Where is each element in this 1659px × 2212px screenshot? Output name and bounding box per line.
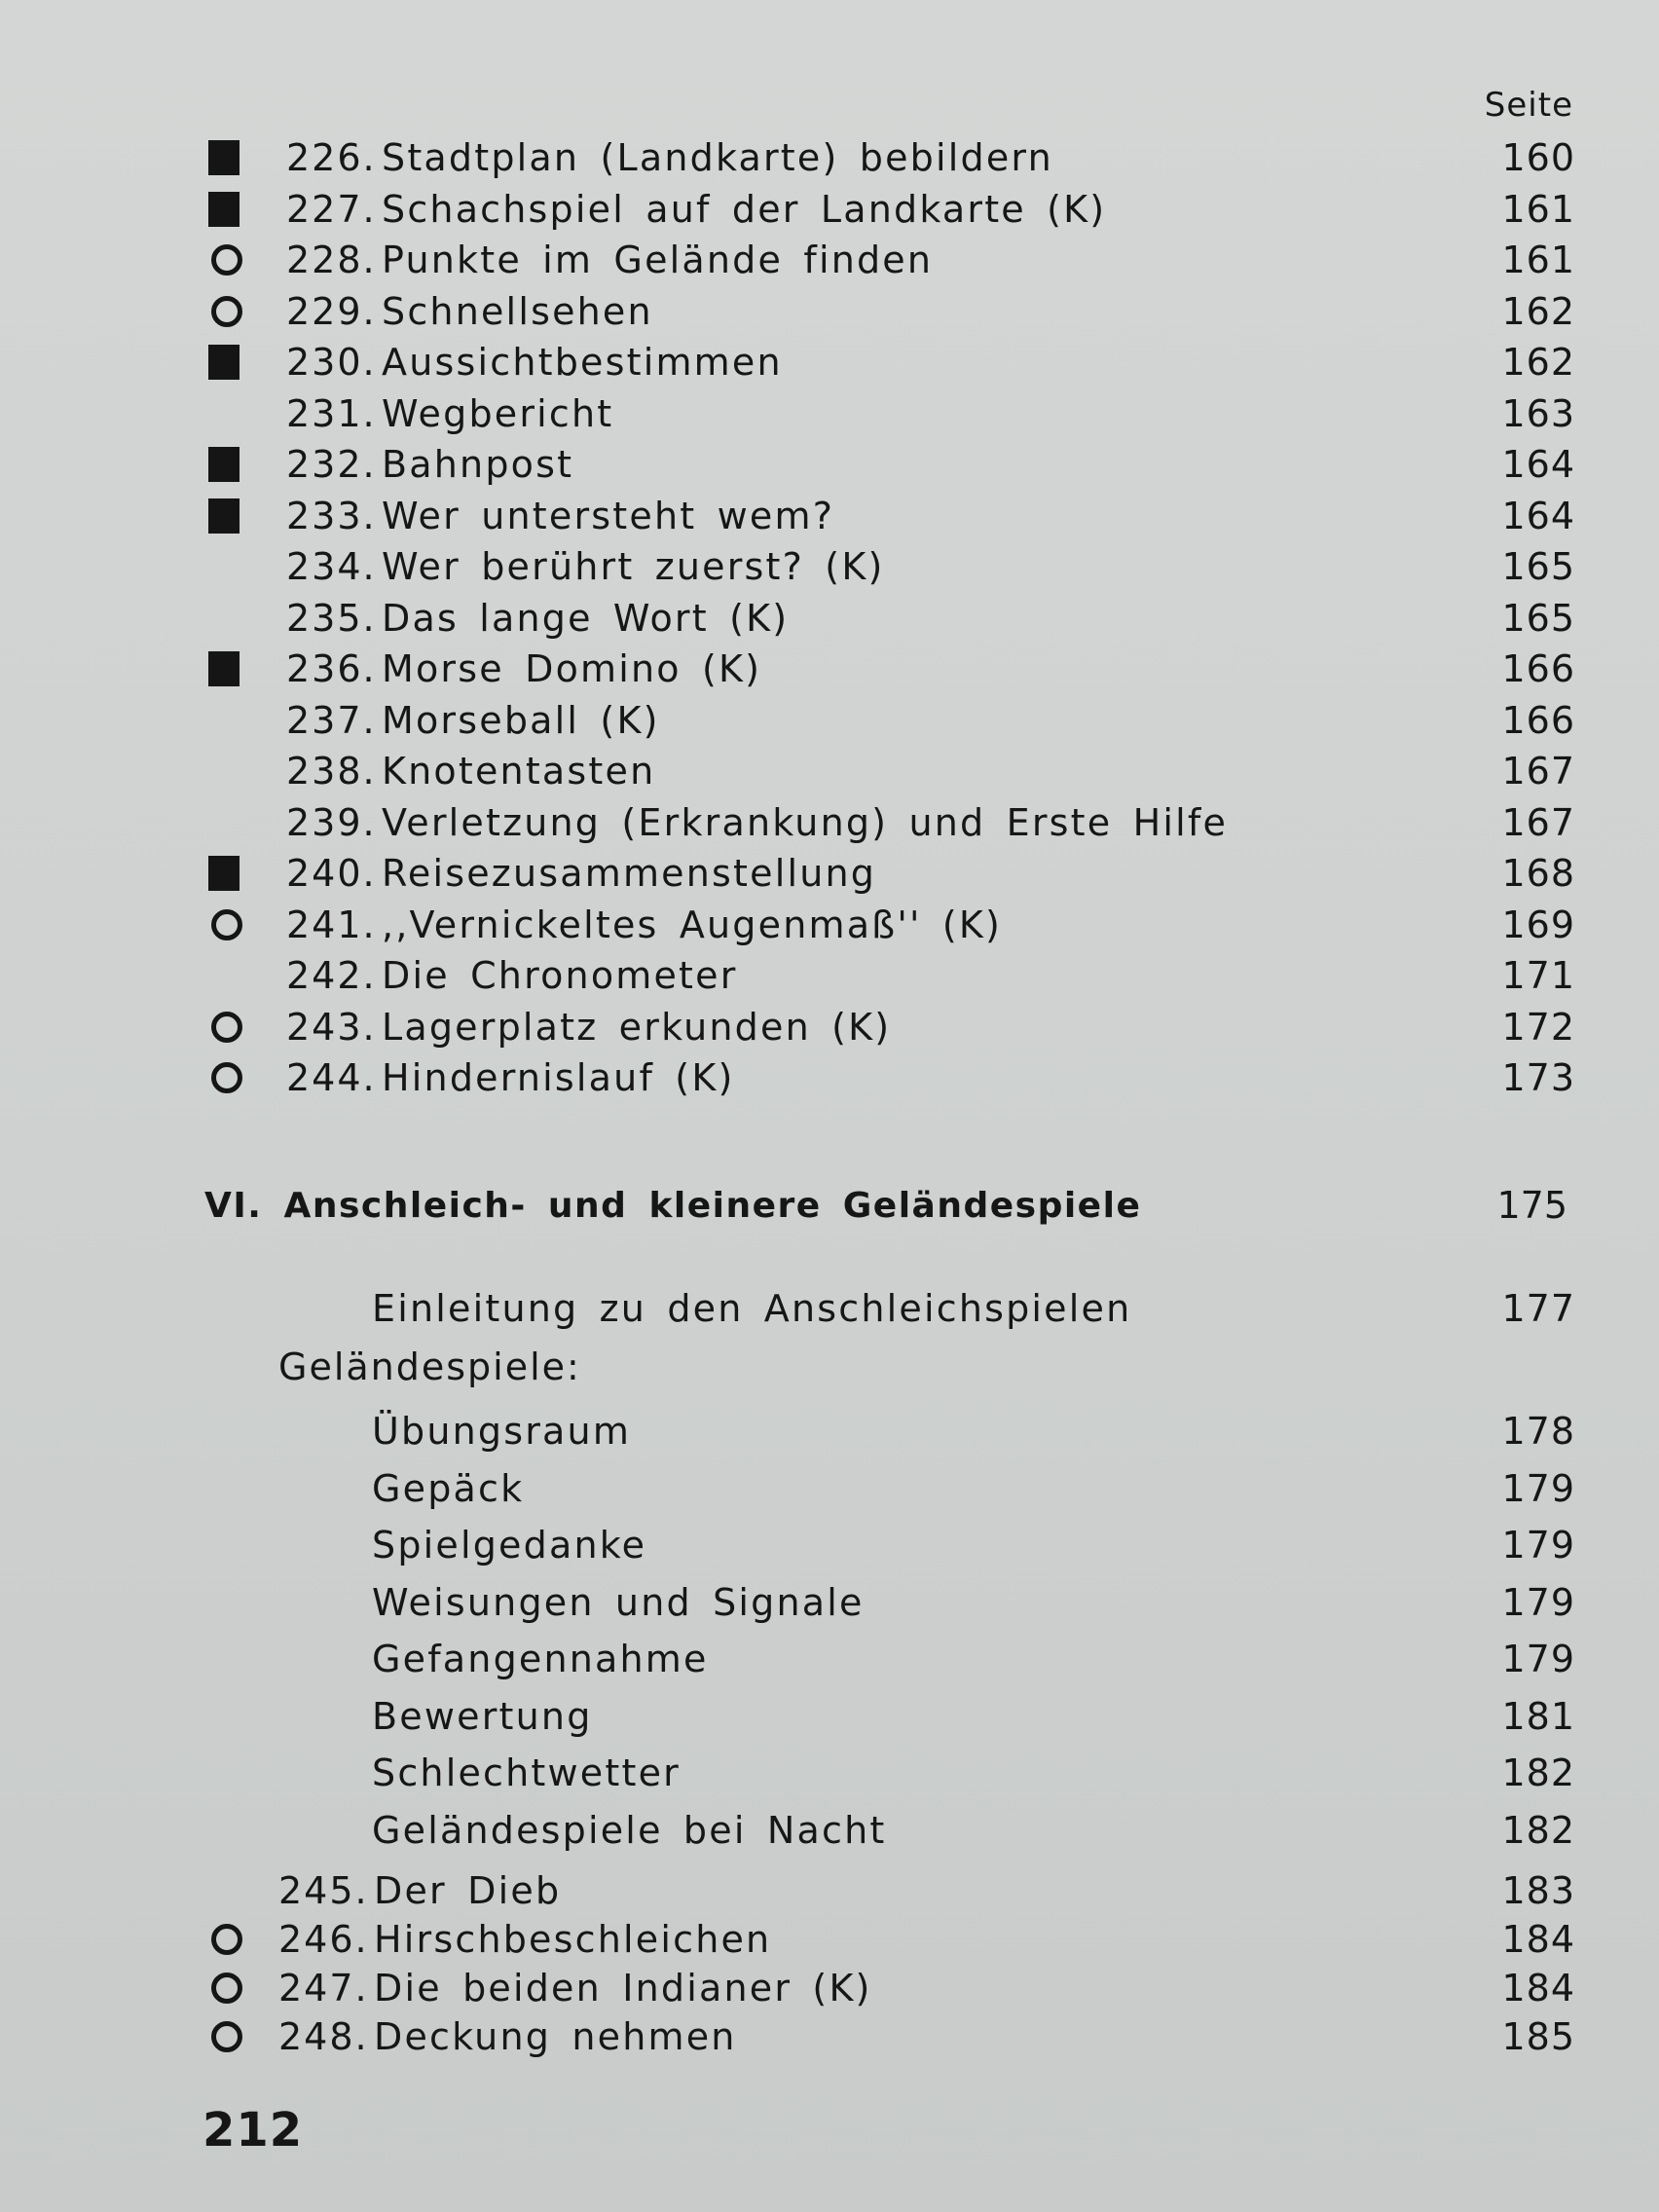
filled-square-marker-icon [208, 651, 240, 686]
toc-page-number: 171 [1501, 954, 1575, 997]
toc-page-number: 167 [1501, 800, 1575, 844]
toc-row [0, 593, 1659, 644]
toc-row [0, 1748, 1659, 1798]
toc-row [0, 746, 1659, 796]
circle-marker-icon [211, 1924, 242, 1955]
toc-row [0, 1002, 1659, 1052]
toc-entry-number: 244. [286, 1056, 377, 1099]
toc-page-number: 161 [1501, 187, 1575, 231]
toc-page-number: 182 [1501, 1751, 1575, 1794]
toc-entry-number: 233. [286, 494, 377, 537]
toc-row [0, 1805, 1659, 1856]
toc-page-number: 169 [1501, 903, 1575, 946]
toc-row [0, 848, 1659, 899]
toc-entry-number: 237. [286, 698, 377, 742]
toc-entry-number: 235. [286, 596, 377, 640]
toc-row [0, 1914, 1659, 1965]
toc-entry-number: 236. [286, 647, 377, 690]
toc-page-number: 178 [1501, 1410, 1575, 1453]
circle-marker-icon [211, 244, 242, 276]
circle-marker-icon [211, 296, 242, 327]
toc-row [0, 439, 1659, 490]
toc-row [0, 644, 1659, 694]
section-page-number: 175 [1496, 1184, 1567, 1227]
toc-row [0, 695, 1659, 746]
toc-page-number: 166 [1501, 698, 1575, 742]
toc-row [0, 337, 1659, 387]
circle-marker-icon [211, 1062, 242, 1093]
toc-row [0, 491, 1659, 541]
toc-title: Hirschbeschleichen [374, 1918, 772, 1961]
toc-page-number: 161 [1501, 239, 1575, 281]
toc-entry-number: 243. [286, 1005, 377, 1049]
toc-entry-number: 247. [278, 1967, 369, 2009]
toc-entry-number: 228. [286, 239, 377, 281]
toc-page-number: 160 [1501, 136, 1575, 179]
toc-entry-number: 240. [286, 852, 377, 895]
toc-title: Punkte im Gelände finden [382, 239, 934, 281]
filled-square-marker-icon [208, 856, 240, 891]
toc-row [0, 1463, 1659, 1514]
toc-entry-number: 229. [286, 289, 377, 333]
toc-row [0, 1577, 1659, 1628]
toc-entry-number: 238. [286, 750, 377, 793]
toc-title: Knotentasten [382, 750, 656, 793]
toc-row [0, 235, 1659, 285]
toc-title: Verletzung (Erkrankung) und Erste Hilfe [382, 800, 1229, 844]
toc-row [0, 132, 1659, 183]
toc-entry-number: 239. [286, 800, 377, 844]
toc-entry-number: 232. [286, 443, 377, 486]
toc-title: Gefangennahme [372, 1638, 709, 1680]
toc-title: Hindernislauf (K) [382, 1056, 735, 1099]
toc-title: Bahnpost [382, 443, 574, 486]
toc-title: Das lange Wort (K) [382, 596, 790, 640]
toc-entry-number: 234. [286, 545, 377, 588]
toc-row [0, 184, 1659, 235]
toc-page-number: 183 [1501, 1869, 1575, 1912]
filled-square-marker-icon [208, 447, 240, 482]
toc-page-number: 185 [1501, 2015, 1575, 2058]
toc-entry-number: 230. [286, 341, 377, 384]
toc-page-number: 172 [1501, 1005, 1575, 1049]
toc-title: Aussichtbestimmen [382, 341, 783, 384]
toc-page-number: 162 [1501, 341, 1575, 384]
circle-marker-icon [211, 2021, 242, 2052]
toc-title: Reisezusammenstellung [382, 852, 877, 895]
toc-entry-number: 227. [286, 187, 377, 231]
toc-page-number: 184 [1501, 1967, 1575, 2009]
toc-page-number: 179 [1501, 1580, 1575, 1624]
toc-title: Der Dieb [374, 1869, 562, 1912]
toc-title: Wer berührt zuerst? (K) [382, 545, 885, 588]
toc-row [0, 1406, 1659, 1456]
toc-page-number: 184 [1501, 1918, 1575, 1961]
circle-marker-icon [211, 1012, 242, 1043]
toc-page-number: 166 [1501, 647, 1575, 690]
toc-row [0, 1865, 1659, 1916]
toc-row [0, 1634, 1659, 1684]
toc-row [0, 900, 1659, 950]
toc-entry-number: 248. [278, 2015, 369, 2058]
toc-row [0, 797, 1659, 848]
toc-title: Stadtplan (Landkarte) bebildern [382, 136, 1053, 179]
toc-title: Die Chronometer [382, 954, 738, 997]
filled-square-marker-icon [208, 498, 240, 534]
toc-row [0, 1520, 1659, 1570]
section-heading: VI. Anschleich- und kleinere Geländespiele [204, 1186, 1142, 1226]
toc-page-number: 165 [1501, 596, 1575, 640]
toc-row [0, 1963, 1659, 2013]
toc-page-number: 179 [1501, 1466, 1575, 1510]
toc-title: Schachspiel auf der Landkarte (K) [382, 187, 1107, 231]
filled-square-marker-icon [208, 192, 240, 227]
toc-entry-number: 241. [286, 903, 377, 946]
toc-title: Wer untersteht wem? [382, 494, 835, 537]
seite-column-label: Seite [1484, 86, 1573, 125]
toc-page-number: 173 [1501, 1056, 1575, 1099]
toc-row [0, 950, 1659, 1001]
filled-square-marker-icon [208, 345, 240, 380]
toc-title: ,,Vernickeltes Augenmaß'' (K) [382, 903, 1003, 946]
toc-page-number: 168 [1501, 852, 1575, 895]
toc-entry-number: 231. [286, 391, 377, 435]
toc-title: Die beiden Indianer (K) [374, 1967, 872, 2009]
toc-title: Gepäck [372, 1466, 525, 1510]
toc-page-number: 163 [1501, 391, 1575, 435]
toc-page-number: 179 [1501, 1638, 1575, 1680]
toc-title: Weisungen und Signale [372, 1580, 865, 1624]
toc-row [0, 2011, 1659, 2062]
toc-page-number: 177 [1501, 1287, 1575, 1330]
toc-title: Schlechtwetter [372, 1751, 681, 1794]
toc-row [0, 1691, 1659, 1742]
toc-title: Spielgedanke [372, 1524, 647, 1567]
footer-page-number: 212 [203, 2103, 304, 2157]
toc-title: Einleitung zu den Anschleichspielen [372, 1287, 1132, 1330]
toc-row [0, 1052, 1659, 1103]
toc-row [0, 541, 1659, 592]
toc-title: Wegbericht [382, 391, 614, 435]
toc-title: Geländespiele bei Nacht [372, 1808, 887, 1852]
toc-entry-number: 226. [286, 136, 377, 179]
toc-title: Bewertung [372, 1694, 593, 1738]
toc-title: Deckung nehmen [374, 2015, 737, 2058]
toc-title: Morse Domino (K) [382, 647, 762, 690]
toc-row [0, 286, 1659, 337]
toc-row [0, 388, 1659, 439]
toc-page-number: 164 [1501, 494, 1575, 537]
circle-marker-icon [211, 1972, 242, 2004]
toc-page-number: 165 [1501, 545, 1575, 588]
toc-page-number: 179 [1501, 1524, 1575, 1567]
toc-title: Lagerplatz erkunden (K) [382, 1005, 892, 1049]
toc-page-number: 164 [1501, 443, 1575, 486]
toc-entry-number: 246. [278, 1918, 369, 1961]
toc-title: Übungsraum [372, 1410, 632, 1453]
toc-title: Schnellsehen [382, 289, 653, 333]
toc-entry-number: 245. [278, 1869, 369, 1912]
toc-page-number: 182 [1501, 1808, 1575, 1852]
circle-marker-icon [211, 909, 242, 940]
subheading: Geländespiele: [278, 1346, 581, 1388]
toc-page-number: 162 [1501, 289, 1575, 333]
toc-title: Morseball (K) [382, 698, 660, 742]
toc-page-number: 181 [1501, 1694, 1575, 1738]
toc-row-intro [0, 1283, 1659, 1334]
toc-page-number: 167 [1501, 750, 1575, 793]
toc-entry-number: 242. [286, 954, 377, 997]
filled-square-marker-icon [208, 140, 240, 175]
